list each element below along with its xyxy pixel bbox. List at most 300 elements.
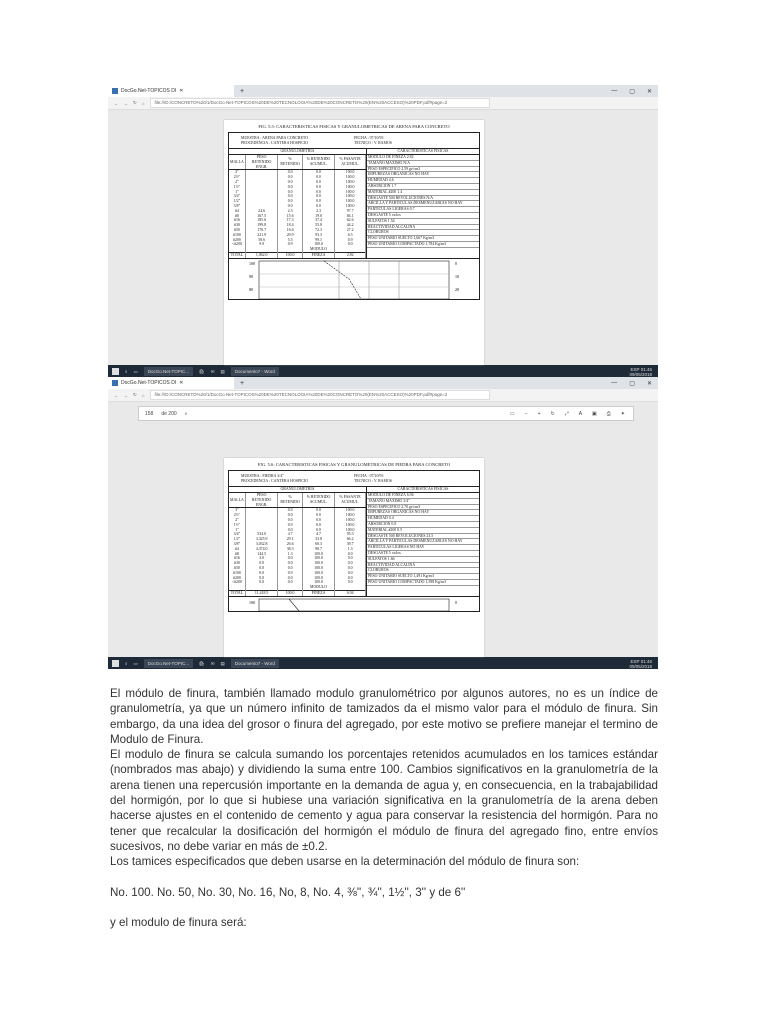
property-cell: MODULO DE FINEZA 6.94 <box>367 493 479 498</box>
table-cell: 2.3 <box>278 209 302 214</box>
table-cell: 2" <box>229 180 245 185</box>
graph-tick: 20 <box>455 286 459 292</box>
table-header-row <box>229 155 365 170</box>
table-cell: 0.0 <box>335 242 366 247</box>
sample-field: MUESTRA : ARENA PARA CONCRETO <box>241 136 309 140</box>
table-cell: 3.0 <box>245 556 278 561</box>
search-icon[interactable]: ⌕ <box>125 661 128 666</box>
store-icon[interactable]: 🛍 <box>198 368 205 374</box>
back-icon[interactable]: ← <box>114 100 119 106</box>
maximize-icon[interactable]: ▢ <box>629 380 635 387</box>
physical-properties-header: CARACTERISTICAS FISICAS <box>367 487 479 493</box>
save-icon[interactable]: ▣ <box>592 410 597 417</box>
table-cell: 534.0 <box>245 532 278 537</box>
technician-field: TECNICO : V. RAMOS <box>354 141 392 145</box>
fit-page-icon[interactable]: ▭ <box>509 410 515 417</box>
column-header: % RETENIDO ACUMUL. <box>302 155 335 170</box>
refresh-icon[interactable]: ↻ <box>133 392 137 397</box>
table-cell: 29.1 <box>278 537 302 542</box>
table-cell: 0.0 <box>302 175 335 180</box>
page-count: de 200 <box>161 410 177 417</box>
browser-tab[interactable] <box>108 85 234 97</box>
table-cell: #100 <box>229 233 245 238</box>
graph-tick: 0 <box>455 599 457 605</box>
granulometry-table <box>229 487 367 596</box>
table-cell: 26.6 <box>278 542 302 547</box>
table-cell: #8 <box>229 552 245 557</box>
table-cell: 0.0 <box>302 194 335 199</box>
total-cell: FINEZA <box>302 590 335 595</box>
browser-tab[interactable] <box>108 377 234 389</box>
results-frame <box>228 132 480 300</box>
home-icon[interactable]: ⌂ <box>141 392 145 398</box>
table-cell: 100.0 <box>302 556 335 561</box>
table-cell: 100.0 <box>302 566 335 571</box>
system-tray <box>629 659 658 669</box>
property-cell: HUMEDAD 0.4 <box>367 516 479 522</box>
column-header: PESO RETENIDO ENGR. <box>245 493 278 508</box>
table-cell: 0.0 <box>278 170 302 175</box>
table-cell: 95.3 <box>335 532 366 537</box>
table-cell: 100.0 <box>302 242 335 247</box>
pdf-viewer <box>108 402 658 657</box>
table-cell: 0.0 <box>245 580 278 585</box>
pin-icon[interactable]: ✦ <box>620 410 625 417</box>
taskbar-browser[interactable]: DocGo.Net-TOPIC... <box>144 367 193 376</box>
origin-field: PROCEDENCIA : CANTERA HOSPICIO <box>241 479 309 483</box>
table-cell: 0.0 <box>278 175 302 180</box>
paragraph-5: y el modulo de finura será: <box>110 915 247 929</box>
total-cell: 6.94 <box>335 590 366 595</box>
zoom-out-icon[interactable]: − <box>524 410 528 417</box>
close-window-icon[interactable]: ✕ <box>646 380 652 387</box>
table-cell: 199.8 <box>245 223 278 228</box>
table-cell: 0.0 <box>335 556 366 561</box>
table-cell: 0.0 <box>302 185 335 190</box>
property-cell: PARTICULAS LIGERAS NO HAY <box>367 545 479 551</box>
property-cell: IMPUREZAS ORGANICAS NO HAY <box>367 172 479 178</box>
table-cell: 1.3 <box>335 547 366 552</box>
table-cell: 0.0 <box>278 513 302 518</box>
table-cell: 0.9 <box>335 238 366 243</box>
property-cell: DESGASTE 5 ciclos <box>367 550 479 556</box>
mail-icon[interactable]: ✉ <box>210 368 215 374</box>
table-cell: 0.0 <box>278 199 302 204</box>
browser-tab-bar <box>108 377 658 389</box>
table-cell: 100.0 <box>335 175 366 180</box>
paragraph-4: No. 100. No. 50, No. 30, No. 16, No, 8, No. 4, ⅜'', ¾'', 1½'', 3'' y de 6'' <box>110 885 466 899</box>
property-cell: PESO UNITARIO COMPACTADO 1,784 Kg/m3 <box>367 241 479 247</box>
folder-icon[interactable]: ▤ <box>220 368 225 374</box>
table-cell: 0.0 <box>278 190 302 195</box>
table-cell: 66.2 <box>335 537 366 542</box>
total-cell: FINEZA <box>302 252 335 257</box>
system-tray <box>629 367 658 377</box>
close-icon[interactable]: ✕ <box>179 88 184 94</box>
new-tab-icon[interactable]: + <box>240 87 245 95</box>
physical-properties-header: CARACTERISTICAS FISICAS <box>367 149 479 155</box>
graph-tick: 0 <box>455 260 457 266</box>
property-cell: PESO ESPECIFICO 2.70 gr/cm3 <box>367 504 479 510</box>
table-cell: 37.4 <box>302 218 335 223</box>
close-icon[interactable]: ✕ <box>179 380 184 386</box>
property-row <box>367 201 479 207</box>
table-cell: 6.5 <box>335 233 366 238</box>
clock[interactable]: 01:46 <box>640 658 652 664</box>
table-cell: 0.0 <box>245 566 278 571</box>
column-header: % RETENIDO <box>278 493 302 508</box>
table-cell: 3/4" <box>229 194 245 199</box>
property-cell: ARCILLA Y PARTICULAS DESMENUZABLES NO HAY <box>367 201 479 207</box>
table-cell: #16 <box>229 218 245 223</box>
table-cell: 185.6 <box>245 218 278 223</box>
graph-tick: 100 <box>249 599 255 605</box>
screenshot-2 <box>108 377 658 669</box>
taskbar <box>108 657 658 669</box>
table-cell: 0.0 <box>278 528 302 533</box>
table-cell: 2½" <box>229 175 245 180</box>
table-cell: 100.0 <box>335 170 366 175</box>
property-cell: ABSORCION 1.7 <box>367 183 479 189</box>
table-cell: 0.0 <box>302 204 335 209</box>
table-cell: <#200 <box>229 580 245 585</box>
property-cell: TAMAÑO MAXIMO 3/4" <box>367 498 479 504</box>
table-cell: 3" <box>229 170 245 175</box>
table-cell: #8 <box>229 214 245 219</box>
address-bar <box>108 389 658 402</box>
pdf-icon <box>112 380 118 386</box>
property-row <box>367 579 479 585</box>
folder-icon[interactable]: ▤ <box>220 660 225 666</box>
table-cell: 84.1 <box>335 214 366 219</box>
table-cell: 0.0 <box>278 518 302 523</box>
table-cell: 0.0 <box>245 571 278 576</box>
date-field: FECHA : 07/10/93 <box>354 136 384 140</box>
zoom-in-icon[interactable]: + <box>537 410 541 417</box>
table-cell: 4,374.0 <box>245 547 278 552</box>
table-cell: 2½" <box>229 513 245 518</box>
total-cell: 1,062.0 <box>245 252 278 257</box>
table-cell: 0.0 <box>278 556 302 561</box>
granulometry-header: GRANULOMETRIA <box>229 149 366 155</box>
tab-title: DocGo.Net-TOPICOS DI <box>121 380 177 386</box>
table-cell: 1" <box>229 528 245 533</box>
browser-tab-bar <box>108 85 658 97</box>
origin-field: PROCEDENCIA : CANTERA HOSPICIO <box>241 141 309 145</box>
table-cell: #200 <box>229 238 245 243</box>
table-cell: 0.0 <box>302 180 335 185</box>
table-cell: 0.0 <box>302 513 335 518</box>
table-cell: 221.9 <box>245 233 278 238</box>
table-cell: 62.6 <box>335 218 366 223</box>
table-cell: 17.3 <box>278 218 302 223</box>
sample-field: MUESTRA : PIEDRA 3/4" <box>241 474 284 478</box>
table-cell: 98.7 <box>302 547 335 552</box>
table-cell: #30 <box>229 561 245 566</box>
physical-properties-table <box>367 149 479 258</box>
url-field[interactable]: file:///D:/CONCRETO%20/1/DocGo.Net-TOPICOS%20DE%20TECNOLOGIA%20DE%20CONCRETO%20(EN%20ACCESO)%20PDF.pdf#page=2 <box>150 390 490 400</box>
property-cell: IMPUREZAS ORGANICAS NO HAY <box>367 510 479 516</box>
minimize-icon[interactable]: — <box>611 379 618 386</box>
granulometry-graph <box>229 596 479 611</box>
taskbar-browser[interactable]: DocGo.Net-TOPIC... <box>144 659 193 668</box>
refresh-icon[interactable]: ↻ <box>133 100 137 105</box>
property-cell: PESO ESPECIFICO 2.59 gr/cm3 <box>367 166 479 172</box>
address-bar <box>108 97 658 110</box>
paragraph-1: El módulo de finura, también llamado modulo granulométrico por algunos autores, no es un índice de granulometría, ya que un número infinito de tamizados da el mismo valor para el módulo de finura. Sin embargo, da una idea del grosor o finura del agregado, por este motivo se prefiere manejar el termino de Modulo de Finura. <box>110 687 658 746</box>
table-cell: 100.0 <box>335 199 366 204</box>
table-cell: 44.2 <box>335 223 366 228</box>
print-icon[interactable]: ⎙ <box>606 410 611 417</box>
search-icon[interactable]: ⌕ <box>125 369 128 374</box>
table-cell: 100.0 <box>335 523 366 528</box>
graph-tick: 100 <box>249 260 255 266</box>
windows-start-icon[interactable] <box>112 368 119 375</box>
sample-meta <box>229 133 479 149</box>
table-cell: 100.0 <box>302 576 335 581</box>
table-cell: 0.0 <box>278 194 302 199</box>
table-header-row <box>229 493 365 508</box>
page-number-input[interactable]: 158 <box>145 410 154 417</box>
column-header: MALLA <box>229 493 245 508</box>
property-cell: DESGASTE 5 ciclos <box>367 212 479 218</box>
table-cell: 16.6 <box>278 228 302 233</box>
table-cell: 3,325.9 <box>245 537 278 542</box>
document-text <box>110 686 658 930</box>
pdf-tools <box>510 411 633 417</box>
url-field[interactable]: file:///D:/CONCRETO%20/1/DocGo.Net-TOPICOS%20DE%20TECNOLOGIA%20DE%20CONCRETO%20(EN%20ACCESO)%20PDF.pdf#page=2 <box>150 98 490 108</box>
table-cell: 5.5 <box>278 238 302 243</box>
modulo-label: MODULO <box>302 247 335 252</box>
table-cell: 3/8" <box>229 204 245 209</box>
window-controls <box>611 380 658 387</box>
window-controls <box>611 88 658 95</box>
table-cell: 0.0 <box>278 180 302 185</box>
table-cell: 100.0 <box>335 180 366 185</box>
table-cell: 100.0 <box>302 580 335 585</box>
table-cell: 20.9 <box>278 233 302 238</box>
table-cell: 3" <box>229 508 245 513</box>
home-icon[interactable]: ⌂ <box>141 100 145 106</box>
table-cell: 18.4 <box>278 223 302 228</box>
back-icon[interactable]: ← <box>114 392 119 398</box>
table-cell: 100.0 <box>302 571 335 576</box>
property-cell: REACTIVIDAD ALCALINA <box>367 562 479 568</box>
column-header: % RETENIDO <box>278 155 302 170</box>
table-cell: 0.0 <box>302 528 335 533</box>
table-cell: 1½" <box>229 185 245 190</box>
table-cell: 167.5 <box>245 214 278 219</box>
taskbar-word[interactable]: Documento7 - Word <box>231 659 279 668</box>
table-cell: 0.0 <box>278 576 302 581</box>
property-row <box>367 241 479 247</box>
close-window-icon[interactable]: ✕ <box>646 88 652 95</box>
maximize-icon[interactable]: ▢ <box>629 88 635 95</box>
table-cell: #16 <box>229 556 245 561</box>
screenshot-1 <box>108 85 658 377</box>
property-cell: CLORUROS <box>367 568 479 574</box>
property-cell: SULFATOS 1.54 <box>367 218 479 224</box>
language-indicator[interactable]: ESP <box>630 658 640 664</box>
property-cell: HUMEDAD 4.6 <box>367 178 479 184</box>
table-cell: 4.7 <box>278 532 302 537</box>
figure-title: FIG. 5.5: CARACTERISTICAS FISICAS Y GRANULOMETRICAS DE ARENA PARA CONCRETO <box>258 124 450 129</box>
table-cell: 0.9 <box>278 242 302 247</box>
table-cell: 0.0 <box>278 523 302 528</box>
table-cell: 15.6 <box>278 214 302 219</box>
property-cell: MATERIAL #200 1.4 <box>367 189 479 195</box>
table-cell: 4.7 <box>302 532 335 537</box>
mail-icon[interactable]: ✉ <box>210 660 215 666</box>
table-cell: 3/4" <box>229 532 245 537</box>
table-cell: 93.3 <box>302 233 335 238</box>
table-cell: 19.0 <box>302 214 335 219</box>
task-view-icon[interactable]: ▭ <box>133 660 138 666</box>
table-cell: #100 <box>229 571 245 576</box>
table-cell: 100.0 <box>335 190 366 195</box>
table-cell: <#200 <box>229 242 245 247</box>
new-tab-icon[interactable]: + <box>240 379 245 387</box>
taskbar <box>108 365 658 377</box>
property-row <box>367 539 479 545</box>
table-cell: 0.0 <box>278 580 302 585</box>
table-cell: 176.7 <box>245 228 278 233</box>
table-cell: 2" <box>229 518 245 523</box>
graph-svg <box>229 259 479 299</box>
table-cell: 55.8 <box>302 223 335 228</box>
table-cell: 0.0 <box>245 561 278 566</box>
table-cell: 27.2 <box>335 228 366 233</box>
property-cell: MATERIAL #200 0.5 <box>367 527 479 533</box>
table-cell: 0.0 <box>302 518 335 523</box>
table-cell: 0.0 <box>335 571 366 576</box>
column-header: MALLA <box>229 155 245 170</box>
table-cell: 0.0 <box>278 185 302 190</box>
property-cell: DESGASTE 500 REVOLUCIONES N/A <box>367 195 479 201</box>
property-cell: ABSORCION 0.8 <box>367 521 479 527</box>
technician-field: TECNICO : V. RAMOS <box>354 479 392 483</box>
table-cell: 39.7 <box>335 542 366 547</box>
pdf-page <box>224 120 484 365</box>
table-cell: 0.0 <box>302 523 335 528</box>
table-cell: 33.8 <box>302 537 335 542</box>
table-cell: 38.3 <box>278 547 302 552</box>
table-cell: #30 <box>229 223 245 228</box>
tab-title: DocGo.Net-TOPICOS DI <box>121 88 177 94</box>
date: 09/05/2018 <box>629 371 652 377</box>
physical-properties-table <box>367 487 479 596</box>
column-header: PESO RETENIDO ENGR. <box>245 155 278 170</box>
table-cell: 58.6 <box>245 238 278 243</box>
property-cell: MODULO DE FINEZA 2.82 <box>367 155 479 160</box>
graph-tick: 80 <box>249 286 253 292</box>
table-cell: 0.0 <box>278 508 302 513</box>
table-cell: 0.0 <box>302 199 335 204</box>
column-header: % RETENIDO ACUMUL. <box>302 493 335 508</box>
minimize-icon[interactable]: — <box>611 87 618 94</box>
property-cell: DESGASTE 500 REVOLUCIONES 23.5 <box>367 533 479 539</box>
table-cell: #4 <box>229 547 245 552</box>
table-cell: 144.5 <box>245 552 278 557</box>
column-header: % PASANTE ACUMUL. <box>335 493 366 508</box>
table-cell: 3,032.8 <box>245 542 278 547</box>
pdf-viewer <box>108 110 658 365</box>
language-indicator[interactable]: ESP <box>630 366 640 372</box>
property-cell: TAMAÑO MAXIMO N/A <box>367 160 479 166</box>
table-cell: 0.0 <box>278 204 302 209</box>
table-cell: 0.0 <box>278 561 302 566</box>
read-aloud-icon[interactable]: A <box>578 410 583 417</box>
table-cell: 0.0 <box>245 576 278 581</box>
rotate-icon[interactable]: ↻ <box>550 410 555 417</box>
date: 09/05/2018 <box>629 663 652 669</box>
table-cell: 9.9 <box>245 242 278 247</box>
granulometry-graph <box>229 258 479 299</box>
table-cell: 99.1 <box>302 238 335 243</box>
table-cell: 0.0 <box>335 566 366 571</box>
table-cell: #50 <box>229 228 245 233</box>
table-cell: 0.0 <box>302 508 335 513</box>
table-cell: 100.0 <box>335 204 366 209</box>
windows-start-icon[interactable] <box>112 660 119 667</box>
search-icon[interactable]: ⌕ <box>184 410 188 417</box>
table-cell: 1" <box>229 190 245 195</box>
total-cell: 11,418.5 <box>245 590 278 595</box>
table-cell: 0.0 <box>335 576 366 581</box>
fullscreen-icon[interactable]: ⤢ <box>564 410 569 417</box>
forward-icon[interactable]: → <box>123 100 128 106</box>
graph-svg <box>229 597 479 611</box>
clock[interactable]: 01:46 <box>640 366 652 372</box>
graph-tick: 90 <box>249 273 253 279</box>
table-cell: #4 <box>229 209 245 214</box>
property-cell: PESO UNITARIO COMPACTADO 1,598 Kg/m3 <box>367 579 479 585</box>
total-cell: 100.0 <box>278 590 302 595</box>
store-icon[interactable]: 🛍 <box>198 660 205 666</box>
table-cell: #200 <box>229 576 245 581</box>
pdf-toolbar <box>138 406 634 421</box>
property-cell: ARCILLA Y PARTICULAS DESMENUZABLES NO HAY <box>367 539 479 545</box>
pdf-page <box>224 458 484 657</box>
granulometry-header: GRANULOMETRIA <box>229 487 366 493</box>
table-cell: 1.3 <box>278 552 302 557</box>
graph-tick: 10 <box>455 273 459 279</box>
property-cell: PARTICULAS LIGERAS 0.7 <box>367 207 479 213</box>
property-cell: PESO UNITARIO SUELTO 1,491 Kg/m3 <box>367 574 479 580</box>
total-cell: TOTAL <box>229 252 245 257</box>
table-cell: 60.3 <box>302 542 335 547</box>
task-view-icon[interactable]: ▭ <box>133 368 138 374</box>
forward-icon[interactable]: → <box>123 392 128 398</box>
table-cell: 0.0 <box>335 580 366 585</box>
table-cell: 100.0 <box>335 185 366 190</box>
date-field: FECHA : 07/10/93 <box>354 474 384 478</box>
table-cell: 0.0 <box>335 561 366 566</box>
table-cell: 0.0 <box>335 552 366 557</box>
total-cell: TOTAL <box>229 590 245 595</box>
table-cell: 0.0 <box>278 566 302 571</box>
table-cell: 0.0 <box>278 571 302 576</box>
results-frame <box>228 470 480 612</box>
table-cell: 0.0 <box>302 170 335 175</box>
sample-meta <box>229 471 479 487</box>
table-cell: 97.7 <box>335 209 366 214</box>
taskbar-word[interactable]: Documento7 - Word <box>231 367 279 376</box>
table-cell: 1½" <box>229 523 245 528</box>
table-cell: 100.0 <box>335 528 366 533</box>
column-header: % PASANTE ACUMUL. <box>335 155 366 170</box>
pdf-icon <box>112 88 118 94</box>
